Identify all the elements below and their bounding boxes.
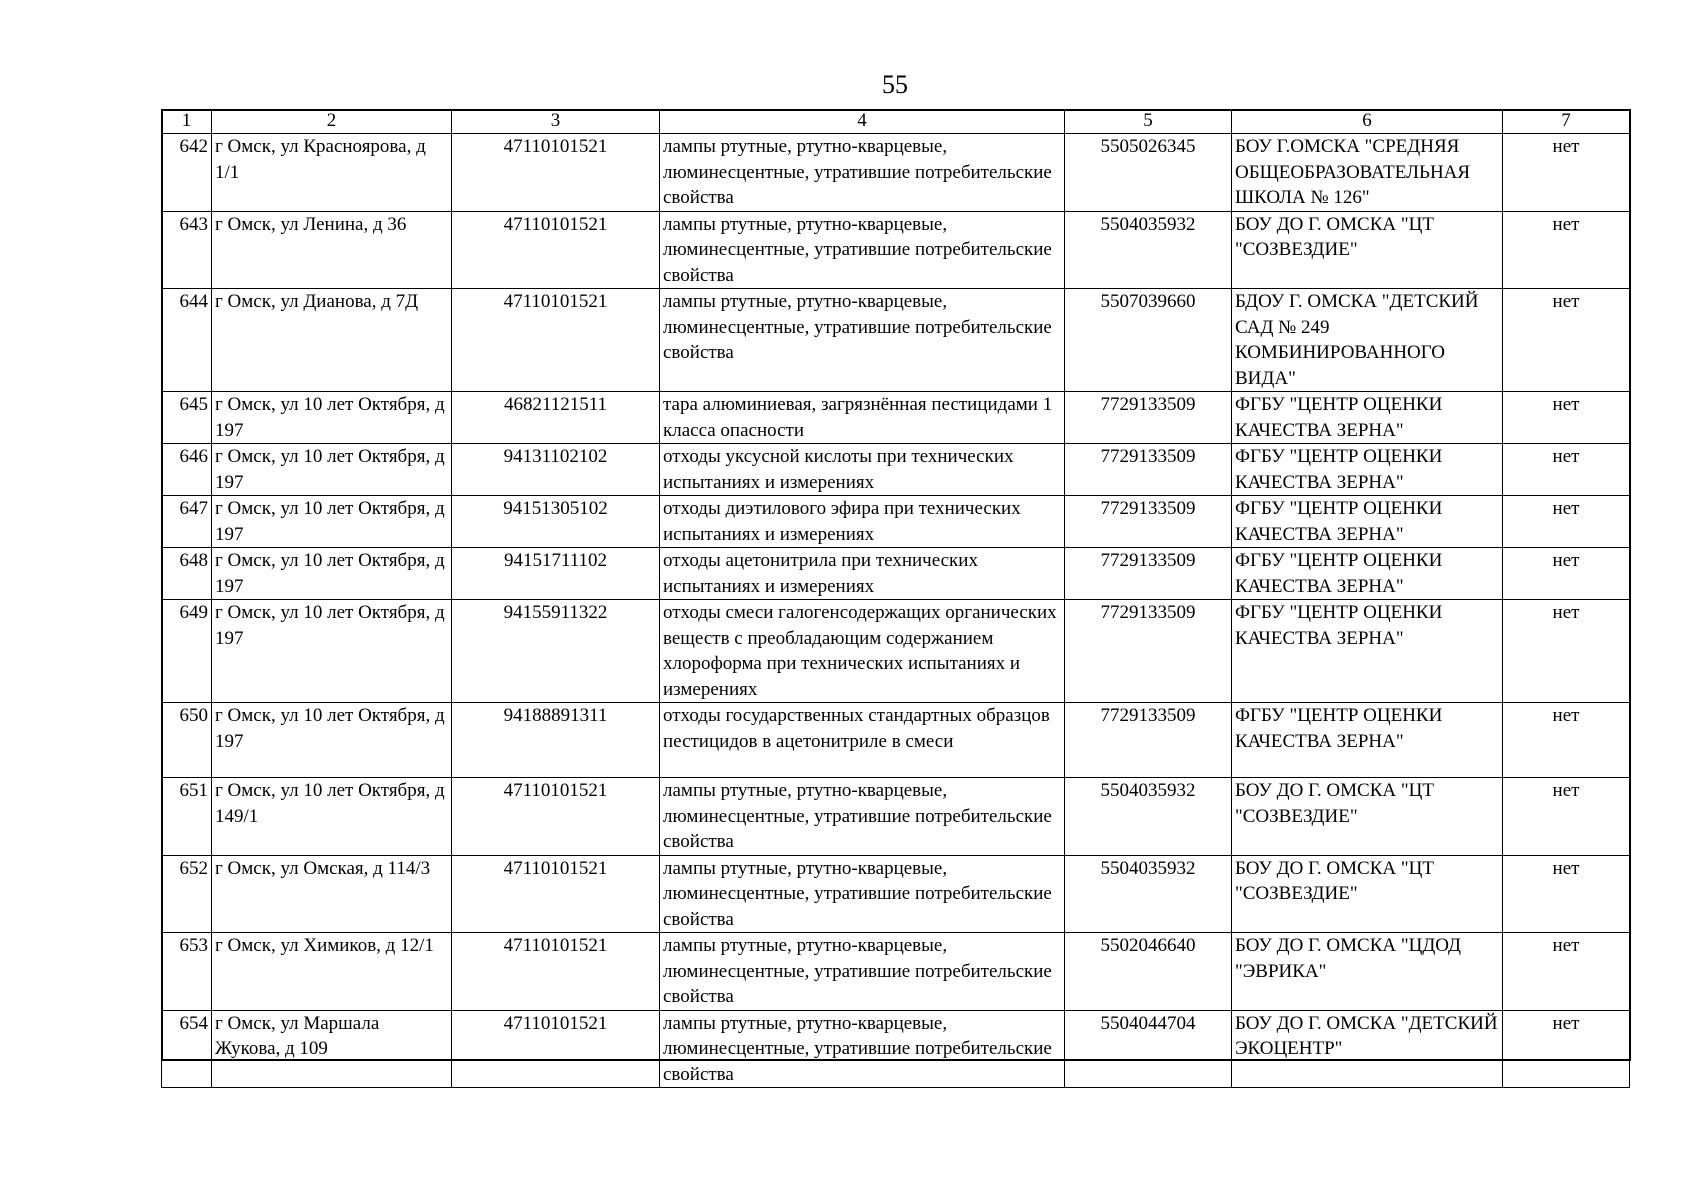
inn-cell: 7729133509 xyxy=(1065,444,1232,496)
table-row xyxy=(162,600,1630,703)
waste-code-cell: 94151711102 xyxy=(452,548,660,600)
flag-cell: нет xyxy=(1503,134,1630,212)
table-row xyxy=(162,933,1630,1011)
table-row xyxy=(162,778,1630,856)
row-number-cell: 652 xyxy=(162,855,212,933)
address-cell: г Омск, ул Химиков, д 12/1 xyxy=(212,933,452,1011)
page-number: 55 xyxy=(882,70,908,99)
row-number-cell: 653 xyxy=(162,933,212,1011)
organization-cell: БОУ Г.ОМСКА "СРЕДНЯЯ ОБЩЕОБРАЗОВАТЕЛЬНАЯ ШКОЛА № 126" xyxy=(1232,134,1503,212)
inn-cell: 7729133509 xyxy=(1065,548,1232,600)
address-cell: г Омск, ул 10 лет Октября, д 197 xyxy=(212,548,452,600)
flag-cell: нет xyxy=(1503,392,1630,444)
address-cell: г Омск, ул 10 лет Октября, д 149/1 xyxy=(212,778,452,856)
registry-table xyxy=(161,109,1630,1088)
organization-cell: ФГБУ "ЦЕНТР ОЦЕНКИ КАЧЕСТВА ЗЕРНА" xyxy=(1232,392,1503,444)
address-cell: г Омск, ул Дианова, д 7Д xyxy=(212,289,452,392)
inn-cell: 5507039660 xyxy=(1065,289,1232,392)
row-number-cell: 651 xyxy=(162,778,212,856)
address-cell: г Омск, ул 10 лет Октября, д 197 xyxy=(212,496,452,548)
organization-cell: БОУ ДО Г. ОМСКА "ЦТ "СОЗВЕЗДИЕ" xyxy=(1232,855,1503,933)
waste-name-cell: лампы ртутные, ртутно-кварцевые, люминесцентные, утратившие потребительские свойства xyxy=(660,933,1065,1011)
waste-name-cell: лампы ртутные, ртутно-кварцевые, люминесцентные, утратившие потребительские свойства xyxy=(660,778,1065,856)
column-number: 2 xyxy=(212,110,452,134)
row-number-cell: 642 xyxy=(162,134,212,212)
waste-name-cell: лампы ртутные, ртутно-кварцевые, люминесцентные, утратившие потребительские свойства xyxy=(660,1010,1065,1088)
table-row xyxy=(162,134,1630,212)
waste-name-cell: лампы ртутные, ртутно-кварцевые, люминесцентные, утратившие потребительские свойства xyxy=(660,211,1065,289)
address-cell: г Омск, ул 10 лет Октября, д 197 xyxy=(212,392,452,444)
flag-cell: нет xyxy=(1503,1010,1630,1088)
table-row xyxy=(162,289,1630,392)
flag-cell: нет xyxy=(1503,289,1630,392)
waste-name-cell: отходы государственных стандартных образцов пестицидов в ацетонитриле в смеси xyxy=(660,703,1065,778)
row-number-cell: 647 xyxy=(162,496,212,548)
row-number-cell: 650 xyxy=(162,703,212,778)
waste-code-cell: 94155911322 xyxy=(452,600,660,703)
waste-code-cell: 47110101521 xyxy=(452,778,660,856)
table-row xyxy=(162,703,1630,778)
organization-cell: ФГБУ "ЦЕНТР ОЦЕНКИ КАЧЕСТВА ЗЕРНА" xyxy=(1232,548,1503,600)
column-number: 7 xyxy=(1503,110,1630,134)
address-cell: г Омск, ул Маршала Жукова, д 109 xyxy=(212,1010,452,1088)
table-row xyxy=(162,548,1630,600)
inn-cell: 5502046640 xyxy=(1065,933,1232,1011)
table-row xyxy=(162,444,1630,496)
column-number-row xyxy=(162,110,1630,134)
table-row xyxy=(162,211,1630,289)
organization-cell: ФГБУ "ЦЕНТР ОЦЕНКИ КАЧЕСТВА ЗЕРНА" xyxy=(1232,444,1503,496)
address-cell: г Омск, ул Ленина, д 36 xyxy=(212,211,452,289)
inn-cell: 5504035932 xyxy=(1065,211,1232,289)
flag-cell: нет xyxy=(1503,933,1630,1011)
waste-name-cell: тара алюминиевая, загрязнённая пестицидами 1 класса опасности xyxy=(660,392,1065,444)
waste-name-cell: отходы смеси галогенсодержащих органических веществ с преобладающим содержанием хлороформа при технических испытаниях и измерениях xyxy=(660,600,1065,703)
flag-cell: нет xyxy=(1503,444,1630,496)
organization-cell: ФГБУ "ЦЕНТР ОЦЕНКИ КАЧЕСТВА ЗЕРНА" xyxy=(1232,703,1503,778)
row-number-cell: 643 xyxy=(162,211,212,289)
waste-code-cell: 94131102102 xyxy=(452,444,660,496)
row-number-cell: 644 xyxy=(162,289,212,392)
inn-cell: 5504044704 xyxy=(1065,1010,1232,1088)
flag-cell: нет xyxy=(1503,600,1630,703)
inn-cell: 7729133509 xyxy=(1065,392,1232,444)
row-number-cell: 649 xyxy=(162,600,212,703)
waste-code-cell: 47110101521 xyxy=(452,289,660,392)
organization-cell: ФГБУ "ЦЕНТР ОЦЕНКИ КАЧЕСТВА ЗЕРНА" xyxy=(1232,496,1503,548)
organization-cell: БОУ ДО Г. ОМСКА "ЦТ "СОЗВЕЗДИЕ" xyxy=(1232,211,1503,289)
organization-cell: БДОУ Г. ОМСКА "ДЕТСКИЙ САД № 249 КОМБИНИРОВАННОГО ВИДА" xyxy=(1232,289,1503,392)
waste-name-cell: лампы ртутные, ртутно-кварцевые, люминесцентные, утратившие потребительские свойства xyxy=(660,289,1065,392)
table-row xyxy=(162,496,1630,548)
column-number: 4 xyxy=(660,110,1065,134)
table-row xyxy=(162,855,1630,933)
organization-cell: БОУ ДО Г. ОМСКА "ЦТ "СОЗВЕЗДИЕ" xyxy=(1232,778,1503,856)
waste-code-cell: 47110101521 xyxy=(452,855,660,933)
flag-cell: нет xyxy=(1503,548,1630,600)
waste-code-cell: 47110101521 xyxy=(452,134,660,212)
address-cell: г Омск, ул 10 лет Октября, д 197 xyxy=(212,703,452,778)
waste-code-cell: 94188891311 xyxy=(452,703,660,778)
column-number: 1 xyxy=(162,110,212,134)
address-cell: г Омск, ул 10 лет Октября, д 197 xyxy=(212,600,452,703)
waste-name-cell: лампы ртутные, ртутно-кварцевые, люминесцентные, утратившие потребительские свойства xyxy=(660,134,1065,212)
waste-name-cell: отходы диэтилового эфира при технических испытаниях и измерениях xyxy=(660,496,1065,548)
inn-cell: 7729133509 xyxy=(1065,600,1232,703)
waste-name-cell: лампы ртутные, ртутно-кварцевые, люминесцентные, утратившие потребительские свойства xyxy=(660,855,1065,933)
waste-code-cell: 94151305102 xyxy=(452,496,660,548)
flag-cell: нет xyxy=(1503,211,1630,289)
inn-cell: 5505026345 xyxy=(1065,134,1232,212)
waste-code-cell: 47110101521 xyxy=(452,1010,660,1088)
inn-cell: 7729133509 xyxy=(1065,496,1232,548)
waste-code-cell: 47110101521 xyxy=(452,211,660,289)
waste-code-cell: 46821121511 xyxy=(452,392,660,444)
address-cell: г Омск, ул Красноярова, д 1/1 xyxy=(212,134,452,212)
waste-name-cell: отходы ацетонитрила при технических испытаниях и измерениях xyxy=(660,548,1065,600)
column-number: 6 xyxy=(1232,110,1503,134)
organization-cell: БОУ ДО Г. ОМСКА "ДЕТСКИЙ ЭКОЦЕНТР" xyxy=(1232,1010,1503,1088)
row-number-cell: 645 xyxy=(162,392,212,444)
organization-cell: ФГБУ "ЦЕНТР ОЦЕНКИ КАЧЕСТВА ЗЕРНА" xyxy=(1232,600,1503,703)
inn-cell: 5504035932 xyxy=(1065,855,1232,933)
flag-cell: нет xyxy=(1503,703,1630,778)
row-number-cell: 654 xyxy=(162,1010,212,1088)
organization-cell: БОУ ДО Г. ОМСКА "ЦДОД "ЭВРИКА" xyxy=(1232,933,1503,1011)
column-number: 5 xyxy=(1065,110,1232,134)
address-cell: г Омск, ул 10 лет Октября, д 197 xyxy=(212,444,452,496)
column-number: 3 xyxy=(452,110,660,134)
waste-code-cell: 47110101521 xyxy=(452,933,660,1011)
flag-cell: нет xyxy=(1503,778,1630,856)
address-cell: г Омск, ул Омская, д 114/3 xyxy=(212,855,452,933)
table-row xyxy=(162,392,1630,444)
table-row xyxy=(162,1010,1630,1088)
row-number-cell: 646 xyxy=(162,444,212,496)
waste-name-cell: отходы уксусной кислоты при технических испытаниях и измерениях xyxy=(660,444,1065,496)
inn-cell: 7729133509 xyxy=(1065,703,1232,778)
inn-cell: 5504035932 xyxy=(1065,778,1232,856)
flag-cell: нет xyxy=(1503,496,1630,548)
row-number-cell: 648 xyxy=(162,548,212,600)
flag-cell: нет xyxy=(1503,855,1630,933)
